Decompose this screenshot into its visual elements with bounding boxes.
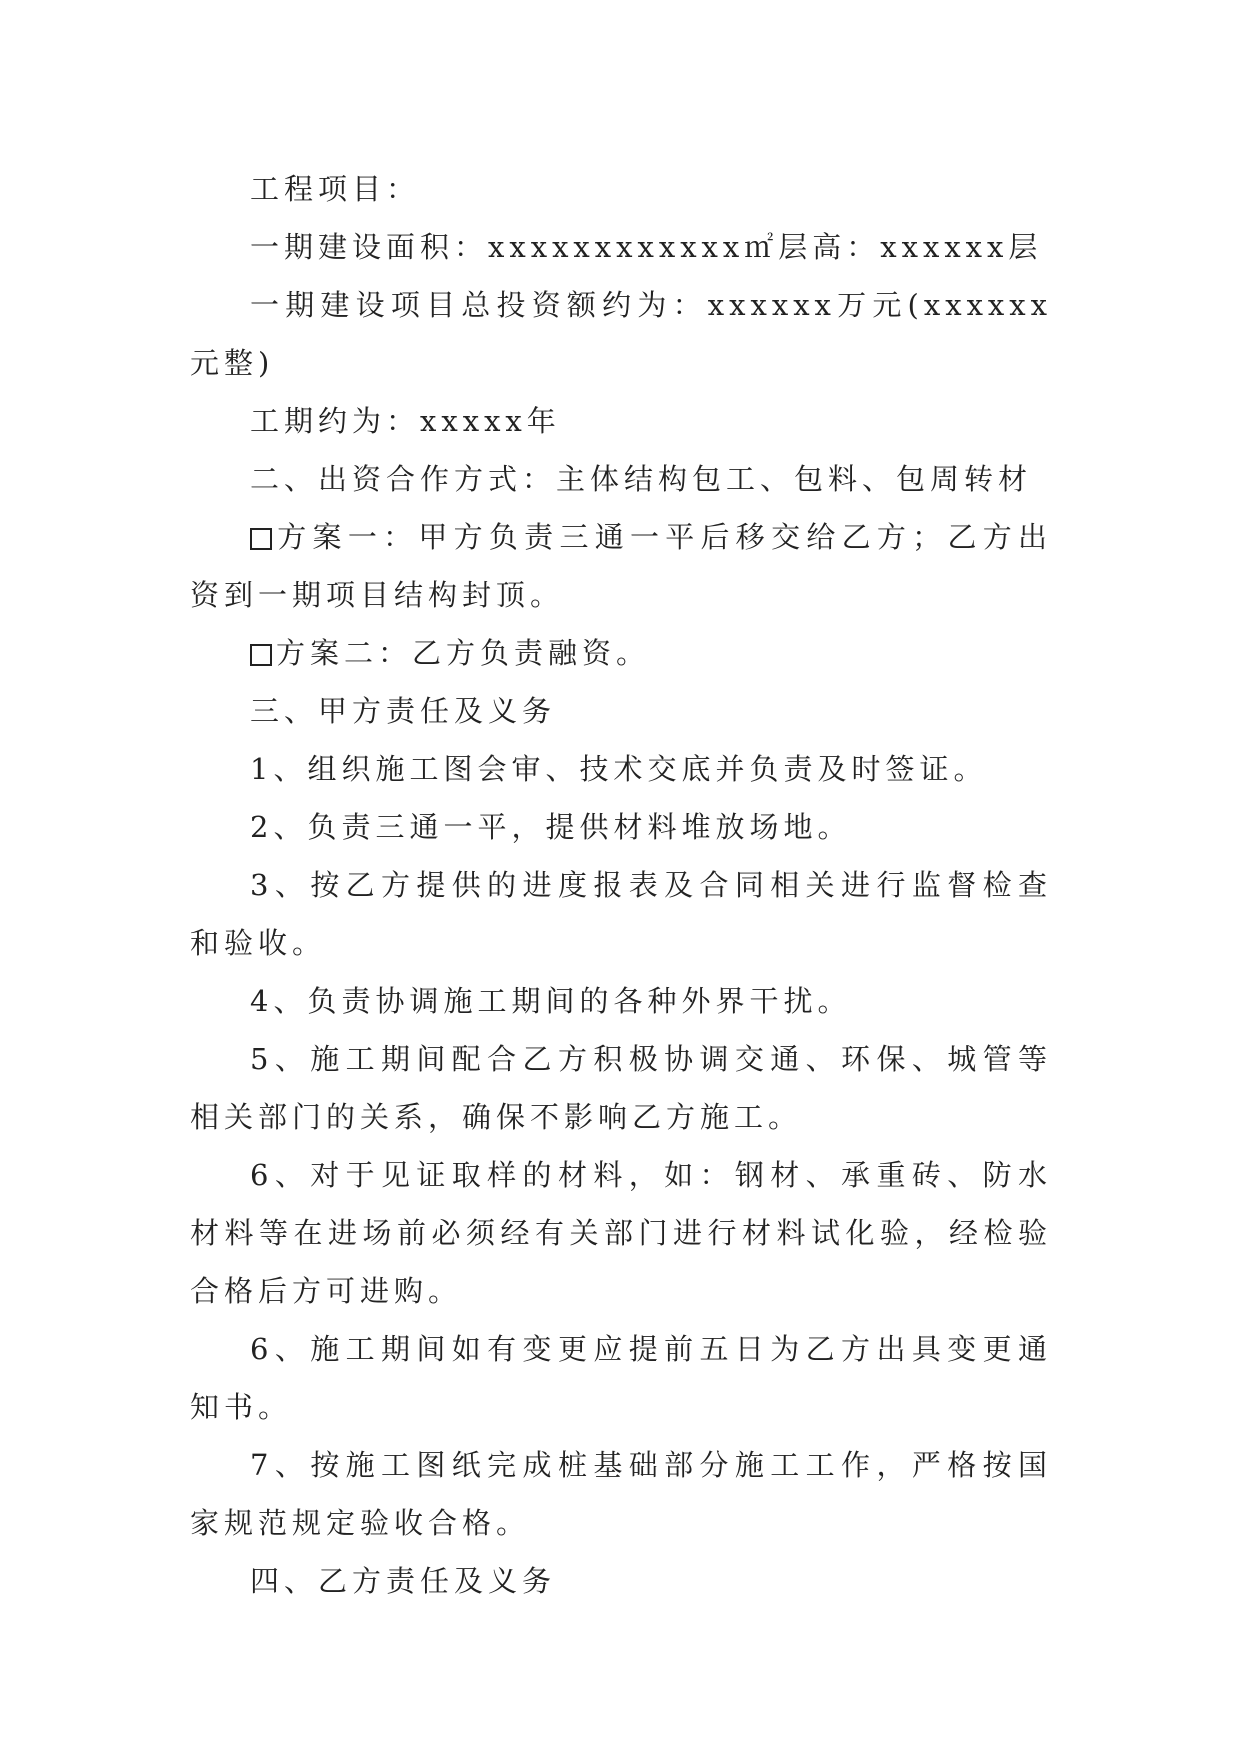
phase1-area-line: 一期建设面积：xxxxxxxxxxxx㎡层高：xxxxxx层 bbox=[250, 230, 1043, 264]
duration-line: 工期约为：xxxxx年 bbox=[250, 404, 561, 438]
option-1-item bbox=[190, 508, 1052, 624]
party-a-duty-7: 7、按施工图纸完成桩基础部分施工工作，严格按国家规范规定验收合格。 bbox=[190, 1448, 1052, 1540]
party-a-duty-4: 4、负责协调施工期间的各种外界干扰。 bbox=[250, 984, 852, 1018]
option-2-item bbox=[190, 624, 1052, 682]
party-a-duty-1: 1、组织施工图会审、技术交底并负责及时签证。 bbox=[250, 752, 988, 786]
document-body bbox=[190, 160, 1052, 1610]
section-2-heading: 二、出资合作方式：主体结构包工、包料、包周转材 bbox=[250, 462, 1033, 496]
party-a-duty-6a: 6、对于见证取样的材料，如：钢材、承重砖、防水材料等在进场前必须经有关部门进行材料试化验，经检验合格后方可进购。 bbox=[190, 1158, 1052, 1308]
section-4-heading: 四、乙方责任及义务 bbox=[250, 1564, 557, 1598]
phase1-investment-line: 一期建设项目总投资额约为：xxxxxx万元(xxxxxx元整) bbox=[190, 288, 1052, 380]
option-1-text: 方案一：甲方负责三通一平后移交给乙方；乙方出资到一期项目结构封顶。 bbox=[190, 520, 1052, 612]
checkbox-icon[interactable] bbox=[250, 528, 272, 550]
checkbox-icon[interactable] bbox=[250, 644, 272, 666]
option-2-text: 方案二：乙方负责融资。 bbox=[276, 636, 651, 670]
party-a-duty-6b: 6、施工期间如有变更应提前五日为乙方出具变更通知书。 bbox=[190, 1332, 1052, 1424]
party-a-duty-5: 5、施工期间配合乙方积极协调交通、环保、城管等相关部门的关系，确保不影响乙方施工。 bbox=[190, 1042, 1052, 1134]
party-a-duty-3: 3、按乙方提供的进度报表及合同相关进行监督检查和验收。 bbox=[190, 868, 1052, 960]
party-a-duty-2: 2、负责三通一平，提供材料堆放场地。 bbox=[250, 810, 852, 844]
section-3-heading: 三、甲方责任及义务 bbox=[250, 694, 557, 728]
project-heading: 工程项目： bbox=[250, 172, 421, 206]
